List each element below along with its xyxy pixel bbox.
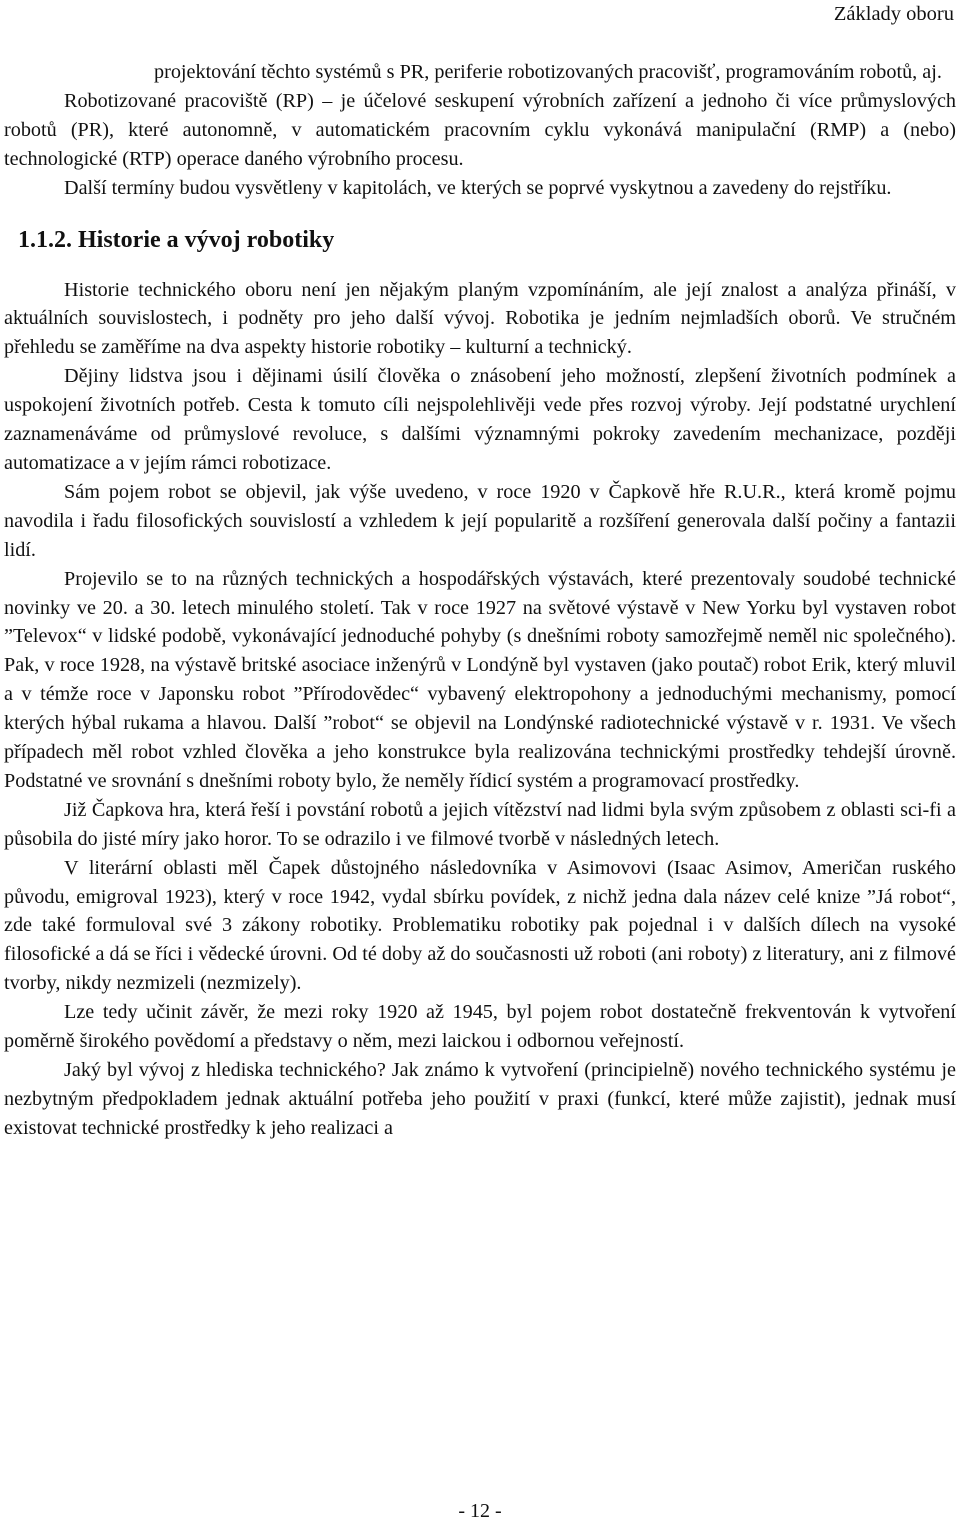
- paragraph: Sám pojem robot se objevil, jak výše uvedeno, v roce 1920 v Čapkově hře R.U.R., která kromě pojmu navodila i řadu filosofických souvislostí a vzhledem k její popularitě a rozšíření generovala další počiny a fantazii lidí.: [4, 480, 956, 561]
- section-heading: [18, 224, 956, 256]
- paragraph-definition-rp: Robotizované pracoviště (RP) – je účelové seskupení výrobních zařízení a jednoho či více průmyslových robotů (PR), které autonomně, v automatickém pracovním cyklu vykonává manipulační (RMP) a (nebo) technologické (RTP) operace daného výrobního procesu.: [4, 89, 956, 170]
- paragraph: Dějiny lidstva jsou i dějinami úsilí člověka o znásobení jeho možností, zlepšení životních podmínek a uspokojení životních potřeb. Cesta k tomuto cíli nejspolehlivěji vede přes rozvoj výroby. Její podstatné urychlení zaznamenáváme od průmyslové revoluce, s dalšími významnými pokroky zavedením mechanizace, později automatizace a v jejím rámci robotizace.: [4, 365, 956, 474]
- paragraph: Lze tedy učinit závěr, že mezi roky 1920 až 1945, byl pojem robot dostatečně frekventován k vytvoření poměrně širokého povědomí a představy o něm, mezi laickou i odbornou veřejností.: [4, 1001, 956, 1053]
- paragraph: Projevilo se to na různých technických a hospodářských výstavách, které prezentovaly soudobé technické novinky ve 20. a 30. letech minulého století. Tak v roce 1927 na světové výstavě v New Yorku byl vystaven robot ”Televox“ v lidské podobě, vykonávající jednoduché pohyby (s dnešními roboty samozřejmě neměl nic společného). Pak, v roce 1928, na výstavě britské asociace inženýrů v Londýně byl vystaven (jako poutač) robot Erik, který mluvil a v témže roce v Japonsku robot ”Přírodovědec“ vybavený elektropohony a jednoduchými mechanismy, pomocí kterých hýbal rukama a hlavou. Další ”robot“ se objevil na Londýnské radiotechnické výstavě v r. 1931. Ve všech případech měl robot vzhled člověka a jeho konstrukce byla realizována technickými prostředky tehdejší úrovně. Podstatné ve srovnání s dnešními roboty bylo, že neměly řídicí systém a programovací prostředky.: [4, 567, 956, 792]
- paragraph-other-terms: Další termíny budou vysvětleny v kapitolách, ve kterých se poprvé vyskytnou a zavedeny do rejstříku.: [64, 176, 892, 199]
- paragraph: Jaký byl vývoj z hlediska technického? Jak známo k vytvoření (principielně) nového technického systému je nezbytným předpokladem jednak aktuální potřeba jeho použití v praxi (funkcí, které může zajistit), jednak musí existovat technické prostředky k jeho realizaci a: [4, 1059, 956, 1139]
- section-title: Historie a vývoj robotiky: [78, 226, 335, 253]
- page-number: - 12 -: [458, 1500, 502, 1522]
- section-number: 1.1.2.: [18, 226, 72, 253]
- paragraph: V literární oblasti měl Čapek důstojného následovníka v Asimovovi (Isaac Asimov, Američan ruského původu, emigroval 1923), který v roce 1942, vydal sbírku povídek, z nichž jedna dala název celé knize ”Já robot“, zde také formuloval své 3 zákony robotiky. Problematiku robotiky pak pojednal i v dalších dílech na vysoké filosofické a dá se říci i vědecké úrovni. Od té doby až do současnosti už roboti (ani roboty) z literatury, ani z filmové tvorby, nikdy nezmizeli (nezmizely).: [4, 856, 956, 995]
- list-continuation: projektování těchto systémů s PR, periferie robotizovaných pracovišť, programováním robotů, aj.: [154, 61, 942, 83]
- paragraph: Historie technického oboru není jen nějakým planým vzpomínáním, ale její znalost a analýza přináší, v aktuálních souvislostech, i podněty pro jeho další vývoj. Robotika je jedním nejmladších oborů. Ve stručném přehledu se zaměříme na dva aspekty historie robotiky – kulturní a technický.: [4, 278, 956, 359]
- paragraph: Již Čapkova hra, která řeší i povstání robotů a jejich vítězství nad lidmi byla svým způsobem z oblasti sci-fi a působila do jisté míry jako horor. To se odrazilo i ve filmové tvorbě v následných letech.: [4, 798, 956, 850]
- page-content: [4, 58, 956, 1143]
- running-header: Základy oboru: [833, 3, 954, 25]
